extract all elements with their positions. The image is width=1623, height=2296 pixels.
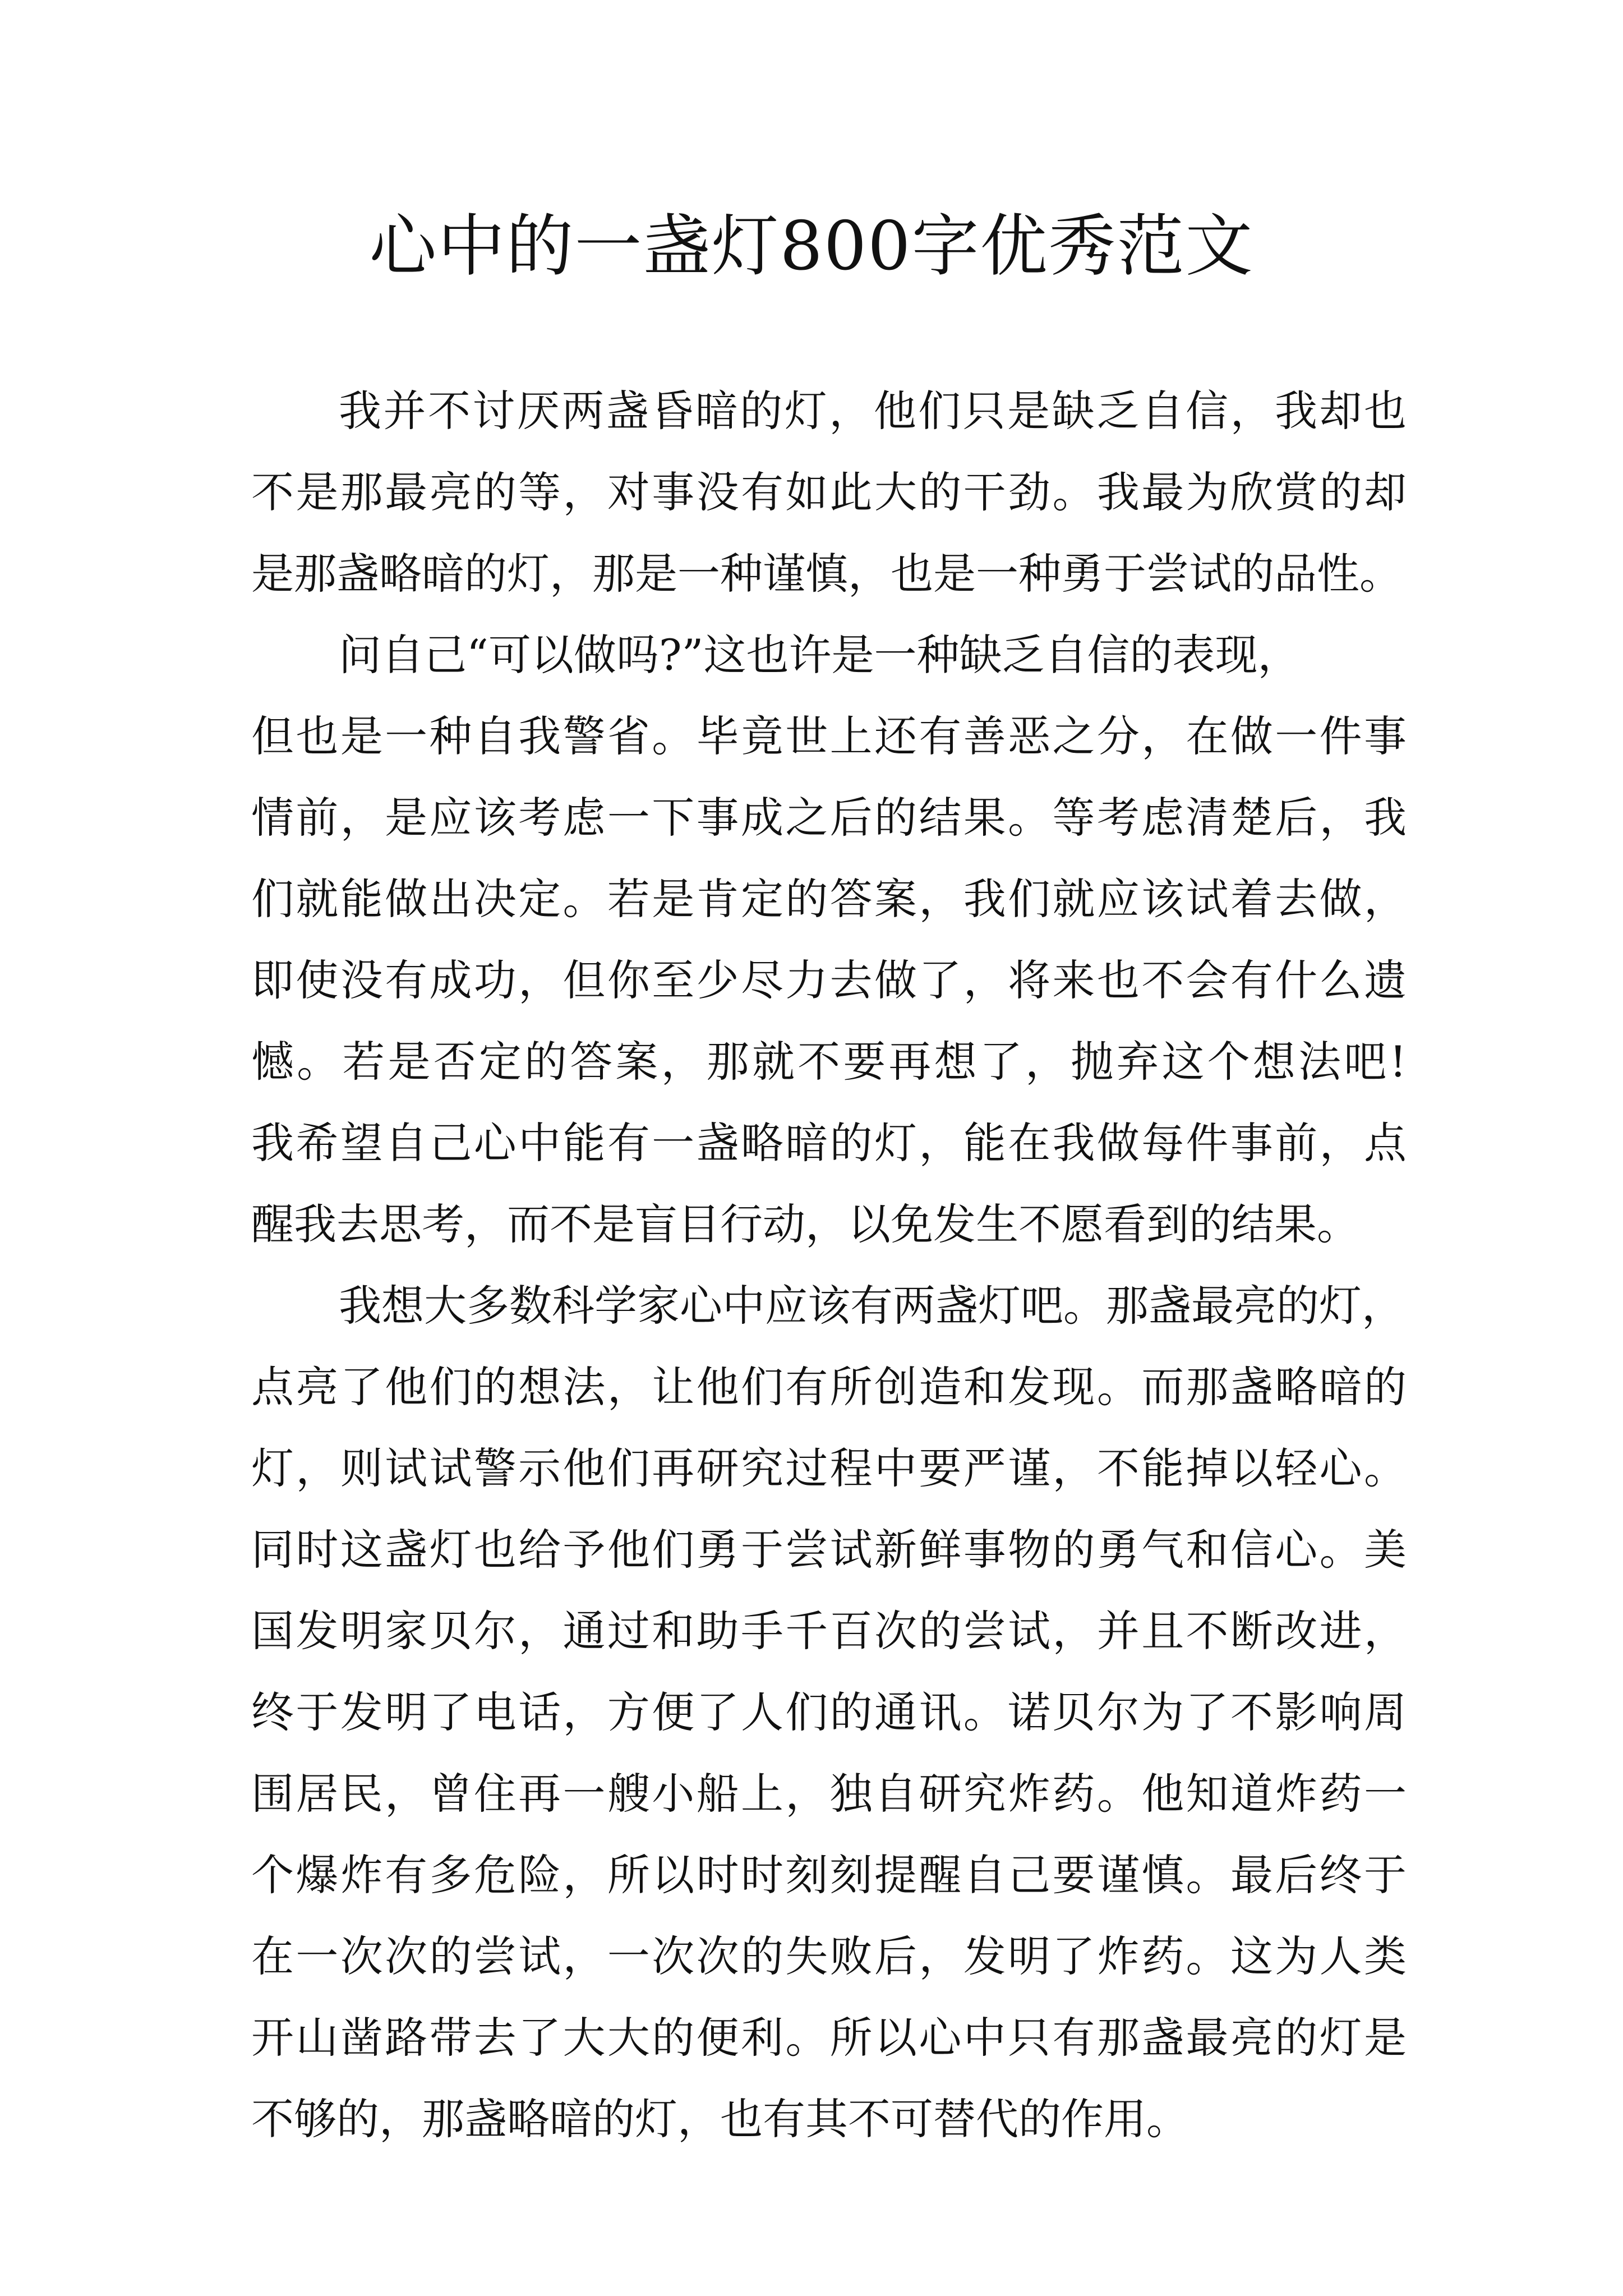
text-line: 我并不讨厌两盏昏暗的灯，他们只是缺乏自信，我却也	[339, 386, 1407, 436]
text-line: 灯，则试试警示他们再研究过程中要严谨，不能掉以轻心。	[251, 1443, 1407, 1493]
document-title: 心中的一盏灯800字优秀范文	[369, 208, 1254, 286]
text-line: 点亮了他们的想法，让他们有所创造和发现。而那盏略暗的	[251, 1362, 1407, 1412]
text-line: 问自己“可以做吗?”这也许是一种缺乏自信的表现，	[339, 630, 1301, 680]
text-line: 国发明家贝尔，通过和助手千百次的尝试，并且不断改进，	[251, 1606, 1407, 1656]
text-line: 但也是一种自我警省。毕竟世上还有善恶之分，在做一件事	[251, 711, 1407, 761]
text-line: 围居民，曾住再一艘小船上，独自研究炸药。他知道炸药一	[251, 1769, 1407, 1819]
text-line: 我想大多数科学家心中应该有两盏灯吧。那盏最亮的灯，	[339, 1281, 1404, 1331]
text-line: 在一次次的尝试，一次次的失败后，发明了炸药。这为人类	[251, 1931, 1407, 1981]
text-line: 我希望自己心中能有一盏略暗的灯，能在我做每件事前，点	[251, 1118, 1407, 1168]
document-body	[251, 370, 1407, 2160]
text-line: 醒我去思考，而不是盲目行动，以免发生不愿看到的结果。	[251, 1199, 1359, 1249]
text-line: 即使没有成功，但你至少尽力去做了，将来也不会有什么遗	[251, 955, 1407, 1005]
text-line: 憾。若是否定的答案，那就不要再想了，抛弃这个想法吧!	[251, 1037, 1407, 1087]
text-line: 同时这盏灯也给予他们勇于尝试新鲜事物的勇气和信心。美	[251, 1525, 1407, 1575]
text-line: 不是那最亮的等，对事没有如此大的干劲。我最为欣赏的却	[251, 467, 1407, 517]
text-line: 是那盏略暗的灯，那是一种谨慎，也是一种勇于尝试的品性。	[251, 549, 1402, 599]
text-line: 终于发明了电话，方便了人们的通讯。诺贝尔为了不影响周	[251, 1687, 1407, 1737]
text-line: 开山凿路带去了大大的便利。所以心中只有那盏最亮的灯是	[251, 2013, 1407, 2063]
text-line: 个爆炸有多危险，所以时时刻刻提醒自己要谨慎。最后终于	[251, 1850, 1407, 1900]
text-line: 情前，是应该考虑一下事成之后的结果。等考虑清楚后，我	[251, 793, 1407, 843]
text-line: 不够的，那盏略暗的灯，也有其不可替代的作用。	[251, 2094, 1189, 2144]
text-line: 们就能做出决定。若是肯定的答案，我们就应该试着去做，	[251, 874, 1407, 924]
